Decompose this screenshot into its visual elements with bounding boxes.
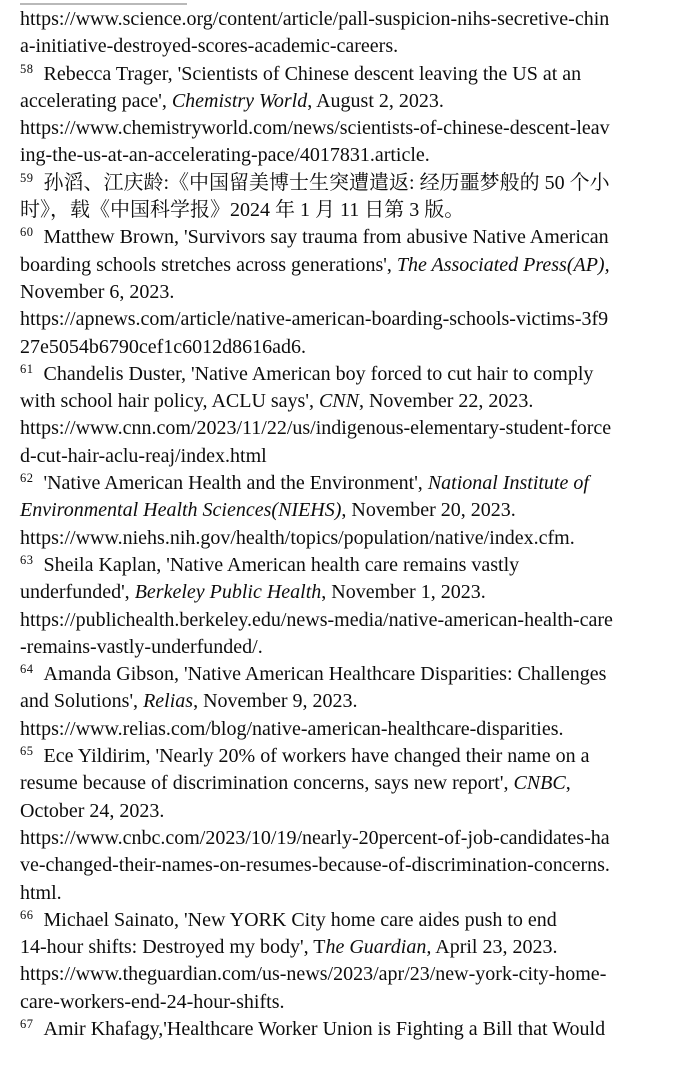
url-text: https://www.niehs.nih.gov/health/topics/population/native/index.cfm. — [20, 526, 575, 549]
footnote-line — [20, 852, 688, 879]
footnote-number: 60 — [20, 225, 34, 240]
url-text: https://www.science.org/content/article/pall-suspicion-nihs-secretive-chin — [20, 8, 610, 30]
footnote-text: October 24, 2023. — [20, 799, 165, 822]
footnote-line — [20, 579, 688, 606]
footnote-text: accelerating pace', — [20, 89, 172, 112]
footnote-text: , November 22, 2023. — [358, 390, 534, 413]
url-text: https://apnews.com/article/native-american-boarding-schools-victims-3f9 — [20, 308, 609, 331]
publication-name: CNBC — [513, 772, 566, 795]
footnote-line — [20, 1016, 688, 1043]
url-text: https://www.relias.com/blog/native-american-healthcare-disparities. — [20, 717, 564, 740]
footnote-line — [20, 361, 688, 388]
footnote-line — [20, 743, 688, 770]
footnote-number: 66 — [20, 907, 34, 922]
footnote-text: 27e5054b6790cef1c6012d8616ad6. — [20, 335, 307, 358]
footnote-line — [20, 634, 688, 661]
footnote-text: Chandelis Duster, 'Native American boy forced to cut hair to comply — [43, 362, 594, 385]
footnote-text: Sheila Kaplan, 'Native American health care remains vastly — [43, 553, 520, 576]
publication-name: CNN — [318, 390, 359, 413]
footnote-text: boarding schools stretches across generations', — [20, 253, 397, 276]
footnote-text: html. — [20, 881, 62, 904]
footnote-text: , November 1, 2023. — [321, 581, 486, 604]
footnote-line — [20, 770, 688, 797]
footnote-number: 64 — [20, 662, 34, 677]
url-text: https://www.cnn.com/2023/11/22/us/indigenous-elementary-student-force — [20, 417, 612, 440]
footnote-text: Amanda Gibson, 'Native American Healthcare Disparities: Challenges — [43, 663, 607, 686]
footnote-line — [20, 197, 688, 224]
footnote-line — [20, 880, 688, 907]
footnote-number: 63 — [20, 552, 34, 567]
footnote-text: with school hair policy, ACLU says', — [20, 390, 319, 413]
footnote-text: , November 9, 2023. — [193, 690, 358, 713]
footnote-line — [20, 170, 688, 197]
footnote-line — [20, 279, 688, 306]
publication-name: National Institute of — [427, 472, 589, 495]
footnote-text: Ece Yildirim, 'Nearly 20% of workers have changed their name on a — [43, 745, 590, 768]
footnote-line — [20, 934, 688, 961]
footnote-line — [20, 142, 688, 169]
footnote-line — [20, 825, 688, 852]
footnote-list — [20, 6, 688, 1043]
footnote-text: November 6, 2023. — [20, 280, 175, 303]
footnote-text: underfunded', — [20, 581, 135, 604]
url-text: https://www.cnbc.com/2023/10/19/nearly-20percent-of-job-candidates-ha — [20, 826, 610, 849]
url-text: https://publichealth.berkeley.edu/news-media/native-american-health-care — [20, 608, 613, 631]
publication-name: Chemistry World — [171, 89, 308, 112]
footnote-line — [20, 224, 688, 251]
footnote-text: and Solutions', — [20, 690, 144, 713]
footnote-line — [20, 33, 688, 60]
footnote-line — [20, 443, 688, 470]
footnote-text: ve-changed-their-names-on-resumes-because-of-discrimination-concerns. — [20, 854, 610, 877]
footnote-text: -remains-vastly-underfunded/. — [20, 635, 263, 658]
url-text: https://www.chemistryworld.com/news/scientists-of-chinese-descent-leav — [20, 117, 610, 140]
footnote-number: 62 — [20, 471, 34, 486]
publication-name: Berkeley Public Health — [134, 581, 322, 604]
footnote-line — [20, 6, 688, 33]
footnote-text: 'Native American Health and the Environment', — [43, 472, 428, 495]
footnote-text: Rebecca Trager, 'Scientists of Chinese descent leaving the US at an — [43, 62, 582, 85]
footnote-text: 14-hour shifts: Destroyed my body', T — [20, 936, 326, 959]
footnote-line — [20, 552, 688, 579]
publication-name: The Associated Press(AP), — [396, 253, 610, 276]
footnote-line — [20, 688, 688, 715]
footnote-line — [20, 334, 688, 361]
footnote-number: 67 — [20, 1016, 34, 1031]
footnote-text: 时》，载《中国科学报》2024 年 1 月 11 日第 3 版。 — [20, 199, 465, 222]
footnote-number: 61 — [20, 361, 34, 376]
footnote-text: Michael Sainato, 'New YORK City home care aides push to end — [43, 908, 557, 931]
footnote-line — [20, 907, 688, 934]
separator-rule — [20, 3, 187, 5]
footnote-line — [20, 88, 688, 115]
footnote-text: a-initiative-destroyed-scores-academic-careers. — [20, 35, 399, 58]
footnote-line — [20, 989, 688, 1016]
footnote-line — [20, 497, 688, 524]
footnote-line — [20, 525, 688, 552]
footnote-text: , — [565, 772, 571, 795]
footnote-text: Amir Khafagy,'Healthcare Worker Union is Fighting a Bill that Would — [43, 1017, 606, 1040]
footnote-line — [20, 61, 688, 88]
footnote-number: 59 — [20, 170, 34, 185]
footnote-line — [20, 306, 688, 333]
footnote-line — [20, 716, 688, 743]
footnote-text: Matthew Brown, 'Survivors say trauma from abusive Native American — [43, 226, 609, 249]
publication-name: Environmental Health Sciences(NIEHS) — [20, 499, 342, 522]
footnote-line — [20, 388, 688, 415]
footnote-text: 孙滔、江庆龄:《中国留美博士生突遭遣返: 经历噩梦般的 50 个小 — [43, 171, 610, 194]
footnote-number: 58 — [20, 61, 34, 76]
footnote-line — [20, 798, 688, 825]
footnote-text: resume because of discrimination concerns, says new report', — [20, 772, 514, 795]
footnote-text: d-cut-hair-aclu-reaj/index.html — [20, 444, 267, 467]
footnote-line — [20, 115, 688, 142]
footnote-text: , November 20, 2023. — [341, 499, 516, 522]
footnote-line — [20, 415, 688, 442]
footnote-number: 65 — [20, 744, 34, 759]
footnote-line — [20, 961, 688, 988]
publication-name: he Guardian, — [325, 936, 432, 959]
footnote-text: care-workers-end-24-hour-shifts. — [20, 990, 285, 1013]
footnote-text: April 23, 2023. — [431, 936, 558, 959]
footnote-line — [20, 661, 688, 688]
footnote-line — [20, 470, 688, 497]
footnote-line — [20, 607, 688, 634]
url-text: https://www.theguardian.com/us-news/2023/apr/23/new-york-city-home- — [20, 963, 607, 986]
footnote-line — [20, 252, 688, 279]
footnote-text: , August 2, 2023. — [307, 89, 444, 112]
publication-name: Relias — [143, 690, 194, 713]
footnote-text: ing-the-us-at-an-accelerating-pace/4017831.article. — [20, 144, 430, 167]
